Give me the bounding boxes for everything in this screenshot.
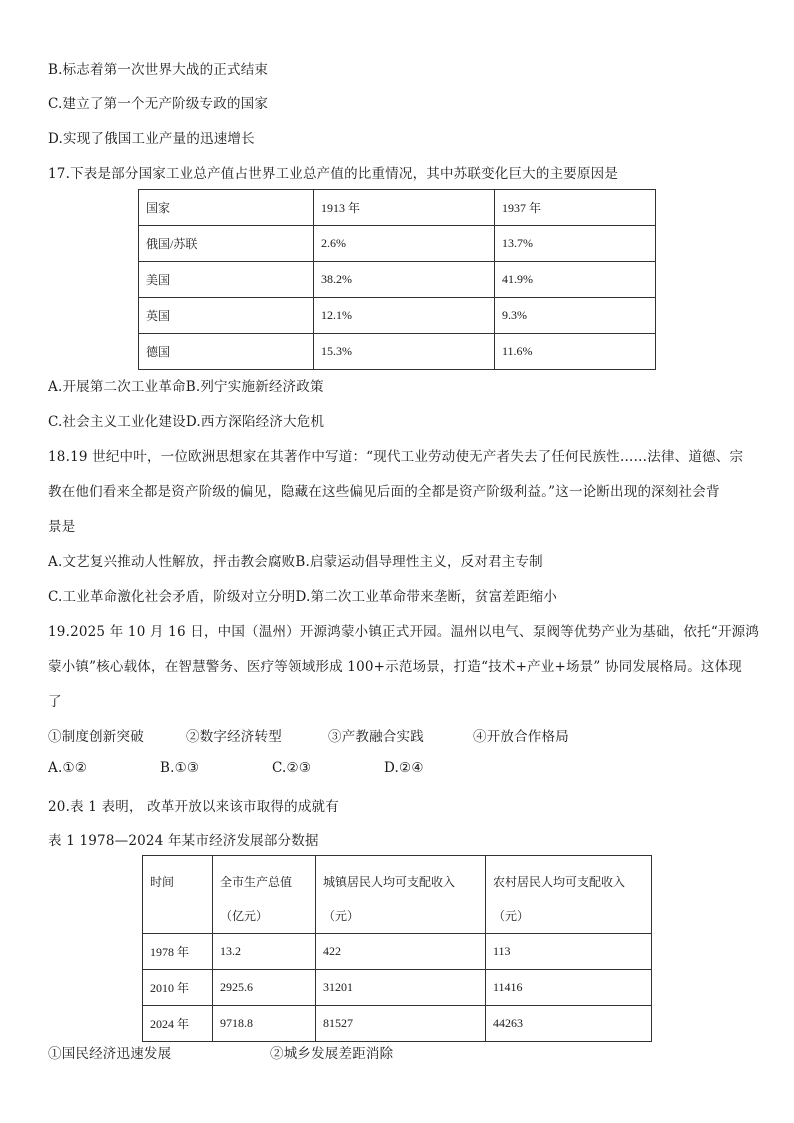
table-cell: 81527	[316, 1006, 486, 1042]
table-header-cell: 城镇居民人均可支配收入 （元）	[316, 856, 486, 934]
q18-options-line2: C.工业革命激化社会矛盾，阶级对立分明D.第二次工业革命带来垄断，贫富差距缩小	[48, 589, 558, 605]
table-row	[139, 298, 656, 334]
q19-choice: C.②③	[272, 760, 312, 776]
q18-options-line1: A.文艺复兴推动人性解放，抨击教会腐败B.启蒙运动倡导理性主义，反对君主专制	[48, 554, 543, 570]
table-row	[139, 262, 656, 298]
table-row	[139, 226, 656, 262]
table-cell: 9.3%	[495, 298, 656, 334]
q16-option-c: C.建立了第一个无产阶级专政的国家	[48, 96, 269, 112]
q20-item: ②城乡发展差距消除	[270, 1046, 394, 1062]
table-cell: 俄国/苏联	[139, 226, 314, 262]
q16-option-b: B.标志着第一次世界大战的正式结束	[48, 62, 269, 78]
table-cell: 2010 年	[143, 970, 213, 1006]
table-cell: 113	[486, 934, 652, 970]
table-cell: 41.9%	[495, 262, 656, 298]
table-cell: 德国	[139, 334, 314, 370]
table-row	[139, 334, 656, 370]
table-cell: 1978 年	[143, 934, 213, 970]
table-header-cell: 国家	[139, 190, 314, 226]
q19-item: ③产教融合实践	[328, 729, 424, 745]
q20-table	[142, 855, 652, 1042]
q19-choice: B.①③	[160, 760, 200, 776]
q19-stem-line3: 了	[48, 694, 62, 710]
table-cell: 12.1%	[314, 298, 495, 334]
table-cell: 15.3%	[314, 334, 495, 370]
q20-stem: 20.表 1 表明， 改革开放以来该市取得的成就有	[48, 799, 339, 815]
table-header-row	[139, 190, 656, 226]
q20-item: ①国民经济迅速发展	[48, 1046, 172, 1062]
q17-stem: 17.下表是部分国家工业总产值占世界工业总产值的比重情况，其中苏联变化巨大的主要原因是	[48, 166, 619, 182]
table-cell: 44263	[486, 1006, 652, 1042]
table-cell: 422	[316, 934, 486, 970]
table-header-row	[143, 856, 652, 934]
table-header-cell: 时间	[143, 856, 213, 934]
table-header-cell: 1913 年	[314, 190, 495, 226]
q17-table	[138, 189, 656, 370]
q18-stem-line3: 景是	[48, 519, 76, 535]
table-cell: 11.6%	[495, 334, 656, 370]
q16-option-d: D.实现了俄国工业产量的迅速增长	[48, 131, 255, 147]
table-cell: 美国	[139, 262, 314, 298]
q19-item: ①制度创新突破	[48, 729, 144, 745]
q20-table-caption: 表 1 1978—2024 年某市经济发展部分数据	[48, 833, 319, 849]
table-row	[143, 1006, 652, 1042]
table-row	[143, 934, 652, 970]
q19-choice: A.①②	[48, 760, 88, 776]
q20-items	[48, 1042, 393, 1062]
q17-options-line2: C.社会主义工业化建设D.西方深陷经济大危机	[48, 414, 325, 430]
table-cell: 9718.8	[213, 1006, 316, 1042]
q19-item: ④开放合作格局	[473, 729, 569, 745]
table-header-cell: 1937 年	[495, 190, 656, 226]
table-cell: 2024 年	[143, 1006, 213, 1042]
q18-stem-line1: 18.19 世纪中叶，一位欧洲思想家在其著作中写道：“现代工业劳动使无产者失去了任何民族性……法律、道德、宗	[48, 449, 744, 465]
q18-stem-line2: 教在他们看来全都是资产阶级的偏见，隐藏在这些偏见后面的全都是资产阶级利益。”这一论断出现的深刻社会背	[48, 484, 720, 500]
q19-choices	[48, 760, 424, 776]
q17-options-line1: A.开展第二次工业革命B.列宁实施新经济政策	[48, 379, 324, 395]
table-cell: 2925.6	[213, 970, 316, 1006]
table-cell: 英国	[139, 298, 314, 334]
table-cell: 11416	[486, 970, 652, 1006]
table-cell: 13.7%	[495, 226, 656, 262]
table-cell: 38.2%	[314, 262, 495, 298]
table-cell: 31201	[316, 970, 486, 1006]
q19-choice: D.②④	[384, 760, 424, 776]
q19-stem-line2: 蒙小镇”核心载体，在智慧警务、医疗等领域形成 100+示范场景，打造“技术+产业+场景” 协同发展格局。这体现	[48, 659, 742, 675]
q19-item: ②数字经济转型	[186, 729, 282, 745]
q19-items	[48, 725, 569, 745]
q19-stem-line1: 19.2025 年 10 月 16 日，中国（温州）开源鸿蒙小镇正式开园。温州以电气、泵阀等优势产业为基础，依托“开源鸿	[48, 624, 760, 640]
table-header-cell: 全市生产总值 （亿元）	[213, 856, 316, 934]
table-cell: 2.6%	[314, 226, 495, 262]
table-cell: 13.2	[213, 934, 316, 970]
table-header-cell: 农村居民人均可支配收入 （元）	[486, 856, 652, 934]
table-row	[143, 970, 652, 1006]
